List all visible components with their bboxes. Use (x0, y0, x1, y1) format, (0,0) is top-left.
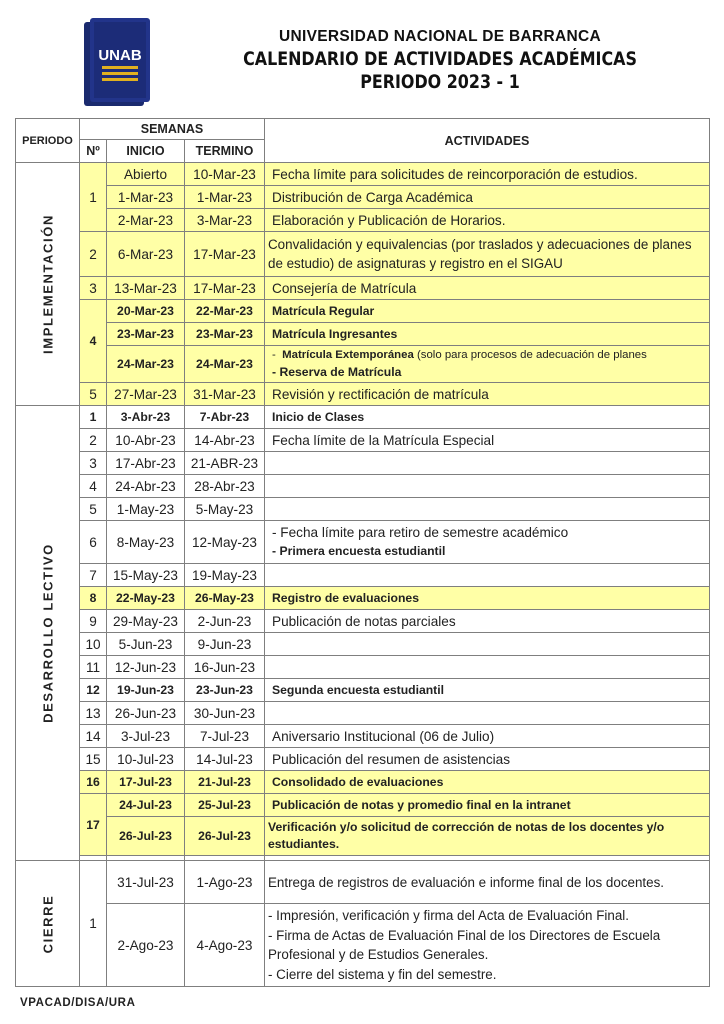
activity (265, 452, 710, 475)
activity: Matrícula Regular (265, 300, 710, 323)
start-date: 24-Abr-23 (107, 475, 185, 498)
activity: Matrícula Ingresantes (265, 323, 710, 346)
end-date: 19-May-23 (185, 564, 265, 587)
table-row (16, 406, 710, 429)
activity: Aniversario Institucional (06 de Julio) (265, 725, 710, 748)
activity: Registro de evaluaciones (265, 587, 710, 610)
activity: Entrega de registros de evaluación e informe final de los docentes. (265, 861, 710, 904)
header-periodo: PERIODO (16, 119, 80, 163)
period-desarrollo (16, 406, 80, 861)
activity: Distribución de Carga Académica (265, 186, 710, 209)
end-date: 17-Mar-23 (185, 232, 265, 277)
start-date: Abierto (107, 163, 185, 186)
start-date: 6-Mar-23 (107, 232, 185, 277)
header-termino: TERMINO (185, 140, 265, 163)
start-date: 17-Abr-23 (107, 452, 185, 475)
start-date: 3-Jul-23 (107, 725, 185, 748)
activity-line: - Primera encuesta estudiantil (272, 544, 446, 558)
table-row (16, 323, 710, 346)
week-number: 1 (80, 163, 107, 232)
week-number: 3 (80, 277, 107, 300)
start-date: 31-Jul-23 (107, 861, 185, 904)
activity (265, 656, 710, 679)
activity: Segunda encuesta estudiantil (265, 679, 710, 702)
week-number: 2 (80, 232, 107, 277)
activity: Fecha límite de la Matrícula Especial (265, 429, 710, 452)
end-date: 3-Mar-23 (185, 209, 265, 232)
end-date: 16-Jun-23 (185, 656, 265, 679)
start-date: 17-Jul-23 (107, 771, 185, 794)
table-row (16, 679, 710, 702)
table-row (16, 300, 710, 323)
activity-line: - Cierre del sistema y fin del semestre. (268, 966, 497, 982)
activity-line: (solo para procesos de adecuación de planes (416, 349, 647, 361)
week-number: 13 (80, 702, 107, 725)
week-number: 4 (80, 300, 107, 383)
start-date: 12-Jun-23 (107, 656, 185, 679)
activity-line: Matrícula Extemporánea (282, 349, 414, 361)
end-date: 24-Mar-23 (185, 346, 265, 383)
week-number: 15 (80, 748, 107, 771)
week-number: 1 (80, 406, 107, 429)
activity-line: - Firma de Actas de Evaluación Final de los Directores de Escuela Profesional y de Estudios Generales. (268, 927, 661, 962)
start-date: 3-Abr-23 (107, 406, 185, 429)
end-date: 21-ABR-23 (185, 452, 265, 475)
activity: Convalidación y equivalencias (por traslados y adecuaciones de planes de estudio) de asignaturas y registro en el SIGAU (265, 232, 710, 277)
end-date: 17-Mar-23 (185, 277, 265, 300)
end-date: 25-Jul-23 (185, 794, 265, 817)
table-row (16, 587, 710, 610)
week-number: 7 (80, 564, 107, 587)
week-number: 9 (80, 610, 107, 633)
activity: Publicación del resumen de asistencias (265, 748, 710, 771)
start-date: 10-Abr-23 (107, 429, 185, 452)
period-label: DESARROLLO LECTIVO (40, 543, 55, 723)
week-number: 5 (80, 383, 107, 406)
week-number: 17 (80, 794, 107, 856)
activity: Fecha límite para solicitudes de reincorporación de estudios. (265, 163, 710, 186)
week-number: 12 (80, 679, 107, 702)
start-date: 29-May-23 (107, 610, 185, 633)
table-row (16, 725, 710, 748)
document-title: CALENDARIO DE ACTIVIDADES ACADÉMICAS (243, 49, 637, 70)
start-date: 24-Mar-23 (107, 346, 185, 383)
table-row (16, 429, 710, 452)
end-date: 14-Abr-23 (185, 429, 265, 452)
activity (265, 702, 710, 725)
table-row (16, 702, 710, 725)
activity: Consejería de Matrícula (265, 277, 710, 300)
table-row (16, 346, 710, 383)
header-inicio: INICIO (107, 140, 185, 163)
activity (265, 498, 710, 521)
end-date: 21-Jul-23 (185, 771, 265, 794)
activity: Consolidado de evaluaciones (265, 771, 710, 794)
table-row (16, 564, 710, 587)
table-row (16, 610, 710, 633)
document-period: PERIODO 2023 - 1 (360, 72, 520, 93)
week-number: 4 (80, 475, 107, 498)
end-date: 7-Jul-23 (185, 725, 265, 748)
end-date: 2-Jun-23 (185, 610, 265, 633)
end-date: 30-Jun-23 (185, 702, 265, 725)
week-number: 2 (80, 429, 107, 452)
end-date: 10-Mar-23 (185, 163, 265, 186)
period-cierre (16, 861, 80, 987)
start-date: 23-Mar-23 (107, 323, 185, 346)
header-num: Nº (80, 140, 107, 163)
end-date: 23-Jun-23 (185, 679, 265, 702)
week-number: 16 (80, 771, 107, 794)
end-date: 1-Ago-23 (185, 861, 265, 904)
start-date: 1-Mar-23 (107, 186, 185, 209)
table-row (16, 232, 710, 277)
end-date: 1-Mar-23 (185, 186, 265, 209)
table-row (16, 498, 710, 521)
university-name: UNIVERSIDAD NACIONAL DE BARRANCA (279, 28, 601, 45)
period-label: CIERRE (40, 894, 55, 953)
table-row (16, 861, 710, 904)
activity-line: - Fecha límite para retiro de semestre académico (272, 525, 569, 540)
week-number: 10 (80, 633, 107, 656)
start-date: 19-Jun-23 (107, 679, 185, 702)
activity-line: Reserva de Matrícula (279, 365, 402, 379)
week-number: 1 (80, 861, 107, 987)
start-date: 15-May-23 (107, 564, 185, 587)
start-date: 26-Jun-23 (107, 702, 185, 725)
table-row (16, 186, 710, 209)
start-date: 13-Mar-23 (107, 277, 185, 300)
activity: Publicación de notas y promedio final en la intranet (265, 794, 710, 817)
week-number: 8 (80, 587, 107, 610)
end-date: 23-Mar-23 (185, 323, 265, 346)
end-date: 14-Jul-23 (185, 748, 265, 771)
end-date: 4-Ago-23 (185, 904, 265, 987)
week-number: 5 (80, 498, 107, 521)
footer-code: VPACAD/DISA/URA (20, 997, 136, 1009)
activity: Inicio de Clases (265, 406, 710, 429)
start-date: 20-Mar-23 (107, 300, 185, 323)
period-label: IMPLEMENTACIÓN (40, 214, 55, 354)
activity (265, 475, 710, 498)
table-row (16, 521, 710, 564)
end-date: 12-May-23 (185, 521, 265, 564)
table-row (16, 771, 710, 794)
end-date: 7-Abr-23 (185, 406, 265, 429)
university-logo (80, 18, 154, 110)
end-date: 22-Mar-23 (185, 300, 265, 323)
logo-text: UNAB (98, 47, 142, 64)
table-row (16, 633, 710, 656)
start-date: 10-Jul-23 (107, 748, 185, 771)
week-number: 14 (80, 725, 107, 748)
table-row (16, 817, 710, 856)
table-row (16, 383, 710, 406)
start-date: 26-Jul-23 (107, 817, 185, 856)
header-semanas: SEMANAS (80, 119, 265, 140)
document-header (160, 28, 720, 93)
table-row (16, 475, 710, 498)
activity: - Matrícula Extemporánea (solo para procesos de adecuación de planes - Reserva de Matrícula (265, 346, 710, 383)
start-date: 2-Ago-23 (107, 904, 185, 987)
activity (265, 564, 710, 587)
table-row (16, 163, 710, 186)
start-date: 24-Jul-23 (107, 794, 185, 817)
activity (265, 904, 710, 987)
start-date: 22-May-23 (107, 587, 185, 610)
start-date: 2-Mar-23 (107, 209, 185, 232)
week-number: 11 (80, 656, 107, 679)
activity-line: - Impresión, verificación y firma del Acta de Evaluación Final. (268, 908, 629, 923)
start-date: 27-Mar-23 (107, 383, 185, 406)
table-row (16, 904, 710, 987)
end-date: 26-Jul-23 (185, 817, 265, 856)
activity (265, 633, 710, 656)
end-date: 31-Mar-23 (185, 383, 265, 406)
table-row (16, 748, 710, 771)
activity: Revisión y rectificación de matrícula (265, 383, 710, 406)
table-row (16, 277, 710, 300)
start-date: 8-May-23 (107, 521, 185, 564)
week-number: 6 (80, 521, 107, 564)
table-row (16, 452, 710, 475)
end-date: 5-May-23 (185, 498, 265, 521)
activity: Publicación de notas parciales (265, 610, 710, 633)
header-actividades: ACTIVIDADES (265, 119, 710, 163)
start-date: 1-May-23 (107, 498, 185, 521)
activity: Verificación y/o solicitud de corrección de notas de los docentes y/o estudiantes. (265, 817, 710, 856)
start-date: 5-Jun-23 (107, 633, 185, 656)
period-implementacion (16, 163, 80, 406)
week-number: 3 (80, 452, 107, 475)
end-date: 26-May-23 (185, 587, 265, 610)
calendar-table (15, 118, 710, 987)
activity (265, 521, 710, 564)
table-row (16, 794, 710, 817)
table-row (16, 656, 710, 679)
activity: Elaboración y Publicación de Horarios. (265, 209, 710, 232)
end-date: 28-Abr-23 (185, 475, 265, 498)
end-date: 9-Jun-23 (185, 633, 265, 656)
table-row (16, 209, 710, 232)
